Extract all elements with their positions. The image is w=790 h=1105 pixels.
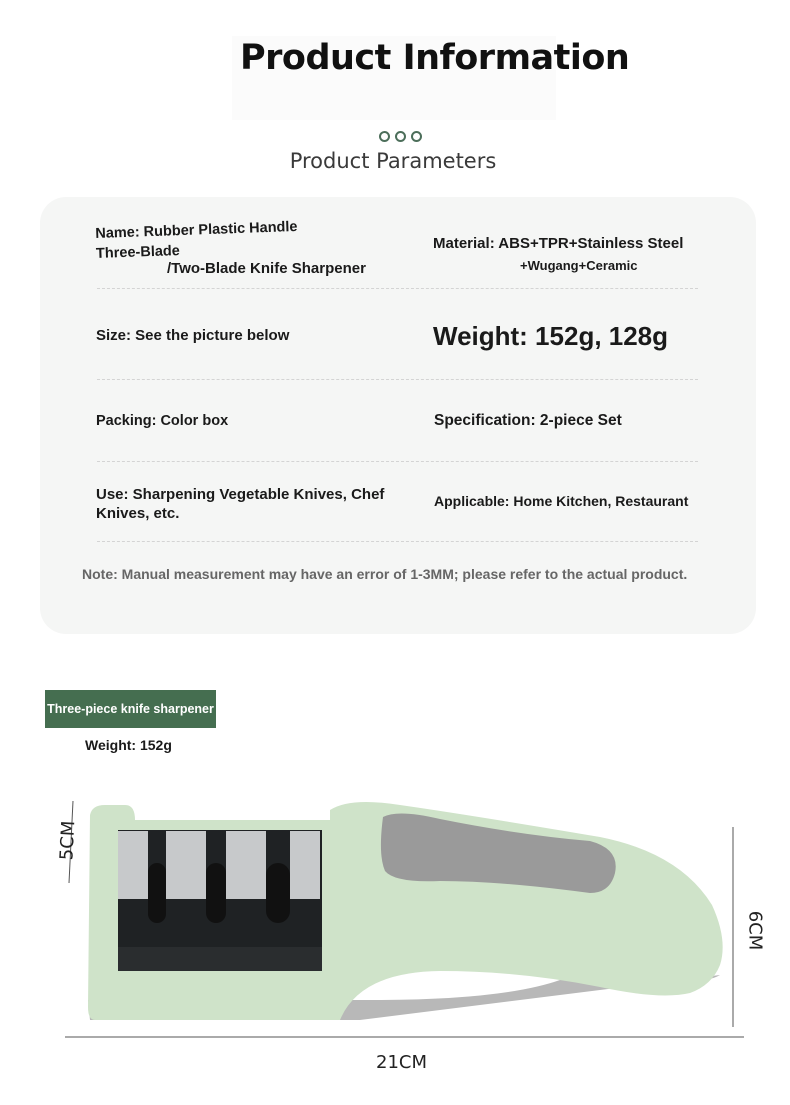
param-material-line2: +Wugang+Ceramic — [520, 258, 638, 273]
param-material-line1: Material: ABS+TPR+Stainless Steel — [433, 235, 684, 252]
divider — [97, 461, 698, 462]
param-specification: Specification: 2-piece Set — [434, 412, 622, 429]
dimension-length-label: 21CM — [376, 1052, 428, 1073]
param-use: Use: Sharpening Vegetable Knives, Chef Knives, etc. — [96, 486, 385, 522]
param-weight: Weight: 152g, 128g — [433, 321, 669, 351]
param-material — [433, 235, 683, 273]
param-name — [95, 217, 299, 264]
measurement-note: Note: Manual measurement may have an error of 1-3MM; please refer to the actual product. — [82, 566, 688, 582]
product-weight: Weight: 152g — [85, 737, 172, 753]
param-size: Size: See the picture below — [96, 327, 290, 344]
param-name-line2: Three-Blade — [95, 243, 181, 262]
page-title: Product Information — [240, 38, 630, 78]
param-packing: Packing: Color box — [96, 413, 229, 429]
param-applicable: Applicable: Home Kitchen, Restaurant — [434, 493, 689, 509]
divider — [97, 288, 698, 289]
product-variant-tag: Three-piece knife sharpener — [45, 690, 216, 728]
param-name-line3: /Two-Blade Knife Sharpener — [167, 260, 366, 277]
dimension-height-label: 5CM — [56, 820, 80, 861]
dimension-handle-height-label: 6CM — [744, 910, 766, 951]
section-subtitle: Product Parameters — [289, 149, 497, 173]
decorative-dots — [379, 131, 422, 142]
divider — [97, 541, 698, 542]
divider — [97, 379, 698, 380]
param-name-line1: Name: Rubber Plastic Handle — [95, 218, 298, 242]
